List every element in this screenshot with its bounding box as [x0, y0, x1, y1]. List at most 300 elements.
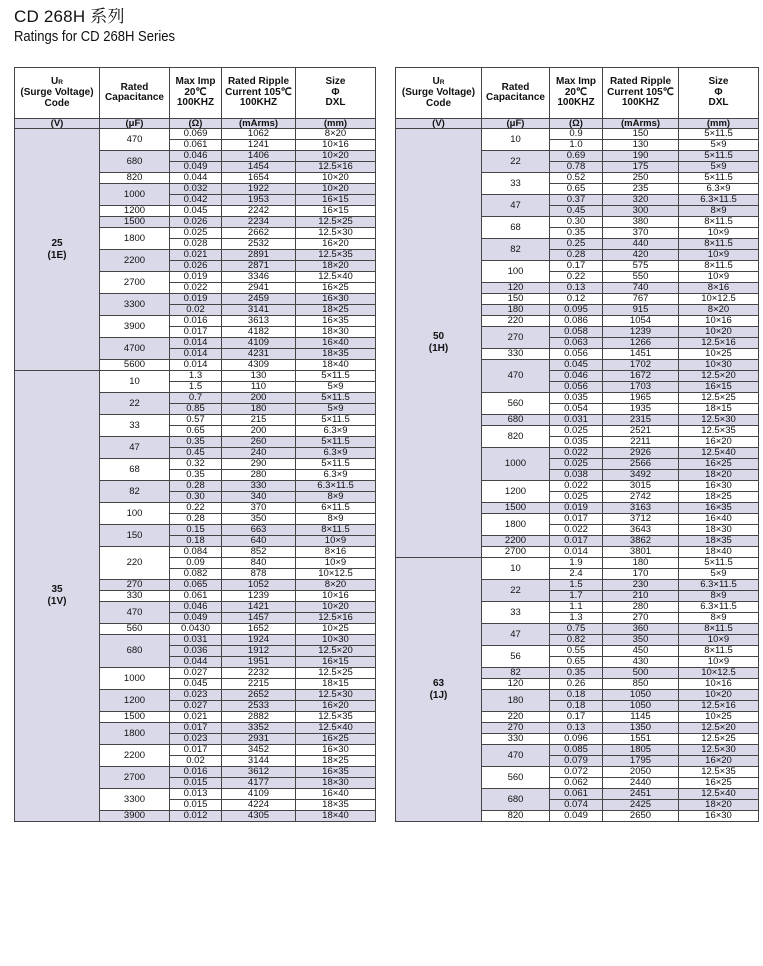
capacitance-cell: 1500: [100, 217, 170, 228]
capacitance-cell: 180: [482, 305, 550, 316]
size-cell: 5×9: [296, 382, 376, 393]
size-cell: 12.5×40: [296, 723, 376, 734]
size-cell: 10×20: [296, 602, 376, 613]
size-cell: 12.5×25: [679, 734, 759, 745]
ripple-cell: 370: [222, 503, 296, 514]
ripple-cell: 175: [603, 162, 679, 173]
size-cell: 18×40: [296, 360, 376, 371]
ripple-cell: 575: [603, 261, 679, 272]
size-cell: 18×20: [679, 800, 759, 811]
ripple-cell: 1266: [603, 338, 679, 349]
voltage-value: 63: [432, 677, 445, 689]
size-cell: 12.5×25: [679, 393, 759, 404]
ripple-cell: 340: [222, 492, 296, 503]
ripple-cell: 1951: [222, 657, 296, 668]
size-cell: 8×16: [679, 283, 759, 294]
ripple-cell: 2242: [222, 206, 296, 217]
ripple-cell: 350: [603, 635, 679, 646]
impedance-cell: 0.025: [550, 459, 603, 470]
size-cell: 16×20: [679, 437, 759, 448]
impedance-cell: 1.5: [550, 580, 603, 591]
size-cell: 5×11.5: [679, 151, 759, 162]
voltage-code: (1E): [47, 249, 67, 261]
impedance-cell: 1.1: [550, 602, 603, 613]
capacitance-cell: 68: [100, 459, 170, 481]
header-rated-ripple: Rated Ripple Current 105℃ 100KHZ: [603, 68, 679, 119]
impedance-cell: 0.026: [170, 217, 222, 228]
table-row: [396, 558, 759, 569]
size-cell: 8×20: [679, 305, 759, 316]
ripple-cell: 3712: [603, 514, 679, 525]
header-max-impedance: Max Imp 20℃ 100KHZ: [550, 68, 603, 119]
capacitance-cell: 470: [100, 602, 170, 624]
table-row: [15, 129, 376, 140]
size-cell: 10×20: [296, 151, 376, 162]
impedance-cell: 0.022: [550, 525, 603, 536]
series-title-english: Ratings for CD 268H Series: [14, 29, 176, 45]
capacitance-cell: 470: [100, 129, 170, 151]
impedance-cell: 0.027: [170, 701, 222, 712]
impedance-cell: 0.054: [550, 404, 603, 415]
size-cell: 10×9: [679, 228, 759, 239]
ripple-cell: 2459: [222, 294, 296, 305]
ripple-cell: 370: [603, 228, 679, 239]
ripple-cell: 3015: [603, 481, 679, 492]
capacitance-cell: 330: [482, 349, 550, 360]
size-cell: 12.5×20: [679, 371, 759, 382]
size-cell: 12.5×40: [679, 448, 759, 459]
capacitance-cell: 3900: [100, 811, 170, 822]
impedance-cell: 0.012: [170, 811, 222, 822]
capacitance-cell: 3300: [100, 294, 170, 316]
size-cell: 8×11.5: [679, 261, 759, 272]
impedance-cell: 0.046: [170, 151, 222, 162]
ripple-cell: 1953: [222, 195, 296, 206]
voltage-value: 35: [51, 584, 63, 595]
header-rated-ripple: Rated Ripple Current 105℃ 100KHZ: [222, 68, 296, 119]
impedance-cell: 0.82: [550, 635, 603, 646]
ripple-cell: 200: [222, 393, 296, 404]
capacitance-cell: 470: [482, 745, 550, 767]
ripple-cell: 2882: [222, 712, 296, 723]
impedance-cell: 0.045: [550, 360, 603, 371]
impedance-cell: 0.056: [550, 382, 603, 393]
size-cell: 8×11.5: [679, 646, 759, 657]
size-cell: 8×9: [296, 492, 376, 503]
unit-ripple: (mArms): [603, 119, 679, 129]
impedance-cell: 0.095: [550, 305, 603, 316]
size-cell: 18×25: [679, 492, 759, 503]
ripple-cell: 4182: [222, 327, 296, 338]
impedance-cell: 0.058: [550, 327, 603, 338]
capacitance-cell: 1500: [100, 712, 170, 723]
size-cell: 8×11.5: [679, 239, 759, 250]
ripple-cell: 2742: [603, 492, 679, 503]
size-cell: 16×15: [679, 382, 759, 393]
ripple-cell: 852: [222, 547, 296, 558]
size-cell: 18×20: [679, 470, 759, 481]
size-cell: 10×25: [296, 624, 376, 635]
size-cell: 16×35: [679, 503, 759, 514]
size-cell: 10×9: [679, 635, 759, 646]
impedance-cell: 0.046: [550, 371, 603, 382]
size-cell: 16×15: [296, 206, 376, 217]
capacitance-cell: 150: [482, 294, 550, 305]
impedance-cell: 0.061: [550, 789, 603, 800]
capacitance-cell: 3900: [100, 316, 170, 338]
impedance-cell: 0.65: [550, 184, 603, 195]
ripple-cell: 4224: [222, 800, 296, 811]
size-cell: 5×9: [679, 569, 759, 580]
impedance-cell: 0.45: [170, 448, 222, 459]
impedance-cell: 0.55: [550, 646, 603, 657]
size-cell: 8×11.5: [679, 624, 759, 635]
impedance-cell: 0.049: [550, 811, 603, 822]
capacitance-cell: 1000: [100, 668, 170, 690]
ripple-cell: 360: [603, 624, 679, 635]
capacitance-cell: 270: [482, 327, 550, 349]
size-cell: 5×11.5: [679, 173, 759, 184]
capacitance-cell: 220: [482, 316, 550, 327]
voltage-group-cell: [396, 129, 482, 558]
size-cell: 12.5×16: [296, 162, 376, 173]
size-cell: 12.5×25: [296, 668, 376, 679]
impedance-cell: 0.022: [170, 283, 222, 294]
size-cell: 12.5×35: [296, 712, 376, 723]
ripple-cell: 663: [222, 525, 296, 536]
ripple-cell: 878: [222, 569, 296, 580]
size-cell: 12.5×35: [296, 250, 376, 261]
size-cell: 6.3×11.5: [679, 580, 759, 591]
impedance-cell: 0.085: [550, 745, 603, 756]
impedance-cell: 0.021: [170, 712, 222, 723]
size-cell: 16×30: [679, 811, 759, 822]
ripple-cell: 2315: [603, 415, 679, 426]
ripple-cell: 1703: [603, 382, 679, 393]
impedance-cell: 0.15: [170, 525, 222, 536]
ripple-cell: 3862: [603, 536, 679, 547]
impedance-cell: 0.026: [170, 261, 222, 272]
ripple-cell: 915: [603, 305, 679, 316]
voltage-group-cell: [15, 371, 100, 822]
ripple-cell: 130: [603, 140, 679, 151]
ripple-cell: 1551: [603, 734, 679, 745]
impedance-cell: 0.044: [170, 657, 222, 668]
ripple-cell: 200: [222, 426, 296, 437]
header-size: Size Φ DXL: [296, 68, 376, 119]
size-cell: 5×11.5: [679, 558, 759, 569]
size-cell: 12.5×35: [679, 767, 759, 778]
ripple-cell: 740: [603, 283, 679, 294]
impedance-cell: 0.35: [550, 228, 603, 239]
capacitance-cell: 4700: [100, 338, 170, 360]
impedance-cell: 0.25: [550, 239, 603, 250]
size-cell: 8×11.5: [296, 525, 376, 536]
impedance-cell: 0.18: [550, 690, 603, 701]
size-cell: 16×25: [679, 778, 759, 789]
ripple-cell: 4109: [222, 338, 296, 349]
capacitance-cell: 1500: [482, 503, 550, 514]
ripple-cell: 840: [222, 558, 296, 569]
table-row: [396, 129, 759, 140]
voltage-group-cell: [396, 558, 482, 822]
voltage-code: (1H): [428, 343, 449, 354]
impedance-cell: 0.016: [170, 316, 222, 327]
impedance-cell: 0.028: [170, 239, 222, 250]
capacitance-cell: 1200: [482, 481, 550, 503]
header-max-impedance: Max Imp 20℃ 100KHZ: [170, 68, 222, 119]
ripple-cell: 1935: [603, 404, 679, 415]
impedance-cell: 0.014: [170, 360, 222, 371]
capacitance-cell: 22: [482, 151, 550, 173]
capacitance-cell: 820: [482, 426, 550, 448]
ripple-cell: 3452: [222, 745, 296, 756]
size-cell: 18×30: [296, 778, 376, 789]
size-cell: 16×40: [679, 514, 759, 525]
size-cell: 10×20: [296, 173, 376, 184]
impedance-cell: 1.7: [550, 591, 603, 602]
ripple-cell: 2050: [603, 767, 679, 778]
ripple-cell: 2532: [222, 239, 296, 250]
impedance-cell: 0.036: [170, 646, 222, 657]
impedance-cell: 0.35: [170, 437, 222, 448]
ripple-cell: 3643: [603, 525, 679, 536]
capacitance-cell: 270: [482, 723, 550, 734]
ripple-cell: 280: [603, 602, 679, 613]
ripple-cell: 1457: [222, 613, 296, 624]
size-cell: 10×30: [679, 360, 759, 371]
capacitance-cell: 68: [482, 217, 550, 239]
impedance-cell: 0.014: [170, 338, 222, 349]
ripple-cell: 1454: [222, 162, 296, 173]
size-cell: 10×12.5: [296, 569, 376, 580]
size-cell: 16×20: [296, 239, 376, 250]
ripple-cell: 767: [603, 294, 679, 305]
ripple-cell: 280: [222, 470, 296, 481]
impedance-cell: 0.78: [550, 162, 603, 173]
ripple-cell: 1054: [603, 316, 679, 327]
impedance-cell: 0.056: [550, 349, 603, 360]
size-cell: 12.5×20: [679, 723, 759, 734]
header-surge-voltage: UR (Surge Voltage) Code: [15, 68, 100, 119]
impedance-cell: 0.37: [550, 195, 603, 206]
impedance-cell: 0.019: [170, 294, 222, 305]
size-cell: 10×9: [679, 657, 759, 668]
ripple-cell: 210: [603, 591, 679, 602]
ripple-cell: 190: [603, 151, 679, 162]
ripple-cell: 1965: [603, 393, 679, 404]
size-cell: 16×15: [296, 657, 376, 668]
ripple-cell: 1795: [603, 756, 679, 767]
capacitance-cell: 680: [482, 415, 550, 426]
size-cell: 10×25: [679, 349, 759, 360]
size-cell: 8×9: [679, 613, 759, 624]
capacitance-cell: 82: [100, 481, 170, 503]
capacitance-cell: 150: [100, 525, 170, 547]
size-cell: 5×11.5: [296, 459, 376, 470]
ripple-cell: 1239: [222, 591, 296, 602]
capacitance-cell: 5600: [100, 360, 170, 371]
impedance-cell: 0.042: [170, 195, 222, 206]
ripple-cell: 2652: [222, 690, 296, 701]
ripple-cell: 1350: [603, 723, 679, 734]
ripple-cell: 1239: [603, 327, 679, 338]
ripple-cell: 2662: [222, 228, 296, 239]
size-cell: 18×25: [296, 305, 376, 316]
size-cell: 12.5×35: [679, 426, 759, 437]
impedance-cell: 0.65: [550, 657, 603, 668]
ripple-cell: 2871: [222, 261, 296, 272]
impedance-cell: 0.022: [550, 448, 603, 459]
impedance-cell: 0.022: [550, 481, 603, 492]
ripple-cell: 1241: [222, 140, 296, 151]
size-cell: 10×9: [296, 558, 376, 569]
impedance-cell: 0.031: [170, 635, 222, 646]
impedance-cell: 2.4: [550, 569, 603, 580]
size-cell: 10×16: [679, 316, 759, 327]
size-cell: 12.5×40: [679, 789, 759, 800]
impedance-cell: 0.063: [550, 338, 603, 349]
size-cell: 6×11.5: [296, 503, 376, 514]
capacitance-cell: 22: [100, 393, 170, 415]
ripple-cell: 4109: [222, 789, 296, 800]
size-cell: 18×30: [679, 525, 759, 536]
impedance-cell: 0.074: [550, 800, 603, 811]
ripple-cell: 3144: [222, 756, 296, 767]
size-cell: 12.5×16: [679, 338, 759, 349]
ripple-cell: 3612: [222, 767, 296, 778]
impedance-cell: 0.17: [550, 261, 603, 272]
capacitance-cell: 2200: [482, 536, 550, 547]
capacitance-cell: 2200: [100, 250, 170, 272]
capacitance-cell: 820: [482, 811, 550, 822]
ripple-cell: 235: [603, 184, 679, 195]
size-cell: 16×25: [679, 459, 759, 470]
ripple-cell: 2521: [603, 426, 679, 437]
capacitance-cell: 470: [482, 360, 550, 393]
ripple-cell: 2215: [222, 679, 296, 690]
ripple-cell: 3346: [222, 272, 296, 283]
impedance-cell: 0.26: [550, 679, 603, 690]
ripple-cell: 180: [222, 404, 296, 415]
ripple-cell: 1062: [222, 129, 296, 140]
impedance-cell: 0.017: [170, 327, 222, 338]
size-cell: 12.5×30: [679, 415, 759, 426]
size-cell: 10×12.5: [679, 294, 759, 305]
size-cell: 16×25: [296, 283, 376, 294]
ripple-cell: 1052: [222, 580, 296, 591]
impedance-cell: 0.032: [170, 184, 222, 195]
impedance-cell: 0.086: [550, 316, 603, 327]
ripple-cell: 300: [603, 206, 679, 217]
size-cell: 16×15: [296, 195, 376, 206]
ripple-cell: 1924: [222, 635, 296, 646]
capacitance-cell: 560: [482, 767, 550, 789]
size-cell: 12.5×25: [296, 217, 376, 228]
capacitance-cell: 2700: [100, 767, 170, 789]
voltage-group-cell: [15, 129, 100, 371]
ripple-cell: 1050: [603, 690, 679, 701]
ripple-cell: 3801: [603, 547, 679, 558]
ripple-cell: 1672: [603, 371, 679, 382]
capacitance-cell: 47: [482, 195, 550, 217]
capacitance-cell: 33: [482, 602, 550, 624]
capacitance-cell: 100: [482, 261, 550, 283]
capacitance-cell: 180: [482, 690, 550, 712]
size-cell: 5×11.5: [679, 129, 759, 140]
ripple-cell: 3352: [222, 723, 296, 734]
size-cell: 16×30: [679, 481, 759, 492]
impedance-cell: 0.28: [170, 514, 222, 525]
size-cell: 16×20: [679, 756, 759, 767]
size-cell: 18×40: [296, 811, 376, 822]
impedance-cell: 0.52: [550, 173, 603, 184]
size-cell: 12.5×40: [296, 272, 376, 283]
impedance-cell: 0.75: [550, 624, 603, 635]
impedance-cell: 0.084: [170, 547, 222, 558]
size-cell: 6.3×9: [296, 448, 376, 459]
impedance-cell: 0.32: [170, 459, 222, 470]
impedance-cell: 0.019: [550, 503, 603, 514]
ripple-cell: 2891: [222, 250, 296, 261]
ripple-cell: 170: [603, 569, 679, 580]
size-cell: 18×35: [679, 536, 759, 547]
size-cell: 6.3×9: [296, 470, 376, 481]
unit-impedance: (Ω): [550, 119, 603, 129]
capacitance-cell: 220: [482, 712, 550, 723]
size-cell: 8×20: [296, 129, 376, 140]
impedance-cell: 0.22: [170, 503, 222, 514]
impedance-cell: 1.9: [550, 558, 603, 569]
capacitance-cell: 330: [482, 734, 550, 745]
impedance-cell: 0.065: [170, 580, 222, 591]
ripple-cell: 450: [603, 646, 679, 657]
capacitance-cell: 47: [482, 624, 550, 646]
impedance-cell: 0.017: [550, 514, 603, 525]
unit-capacitance: (μF): [100, 119, 170, 129]
size-cell: 16×35: [296, 767, 376, 778]
impedance-cell: 0.35: [550, 668, 603, 679]
impedance-cell: 0.28: [550, 250, 603, 261]
capacitance-cell: 2700: [100, 272, 170, 294]
ripple-cell: 330: [222, 481, 296, 492]
size-cell: 8×9: [296, 514, 376, 525]
ripple-cell: 1805: [603, 745, 679, 756]
impedance-cell: 0.044: [170, 173, 222, 184]
impedance-cell: 0.22: [550, 272, 603, 283]
ripple-cell: 1654: [222, 173, 296, 184]
size-cell: 16×30: [296, 745, 376, 756]
impedance-cell: 0.12: [550, 294, 603, 305]
ripple-cell: 1406: [222, 151, 296, 162]
capacitance-cell: 82: [482, 239, 550, 261]
ripple-cell: 2566: [603, 459, 679, 470]
capacitance-cell: 560: [100, 624, 170, 635]
ripple-cell: 4309: [222, 360, 296, 371]
impedance-cell: 0.035: [550, 393, 603, 404]
impedance-cell: 0.061: [170, 140, 222, 151]
size-cell: 6.3×9: [296, 426, 376, 437]
size-cell: 10×12.5: [679, 668, 759, 679]
ripple-cell: 1652: [222, 624, 296, 635]
impedance-cell: 0.45: [550, 206, 603, 217]
ripple-cell: 240: [222, 448, 296, 459]
capacitance-cell: 10: [482, 129, 550, 151]
impedance-cell: 0.02: [170, 756, 222, 767]
capacitance-cell: 33: [482, 173, 550, 195]
size-cell: 5×11.5: [296, 437, 376, 448]
ripple-cell: 110: [222, 382, 296, 393]
